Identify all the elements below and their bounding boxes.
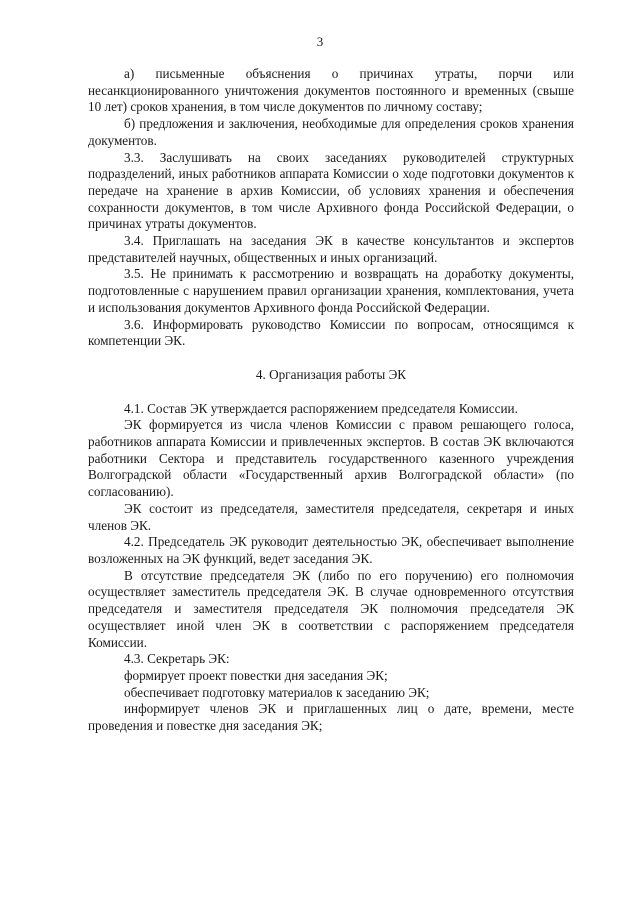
paragraph-3-6: 3.6. Информировать руководство Комиссии по вопросам, относящимся к компетенции ЭК. <box>88 316 574 349</box>
document-body <box>88 66 574 735</box>
section-heading: 4. Организация работы ЭК <box>255 366 407 382</box>
page-number: 3 <box>316 34 324 49</box>
paragraph-agenda: формирует проект повестки дня заседания ЭК; <box>124 667 388 683</box>
paragraph-4-2: 4.2. Председатель ЭК руководит деятельностью ЭК, обеспечивает выполнение возложенных на ЭК функций, ведет заседания ЭК. <box>88 534 574 566</box>
paragraph-ek-composition: ЭК формируется из числа членов Комиссии с правом решающего голоса, работников аппарата Комиссии и привлеченных экспертов. В состав ЭК включаются работники Сектора и представитель государственного казенного учреждения Волгоградской области «Государственный архив Волгоградской области» (по согласованию). <box>88 417 574 500</box>
paragraph-3-5: 3.5. Не принимать к рассмотрению и возвращать на доработку документы, подготовленные с нарушением правил организации хранения, комплектования, учета и использования документов Архивного фонда Российской Федерации. <box>88 266 574 315</box>
paragraph-3-3: 3.3. Заслушивать на своих заседаниях руководителей структурных подразделений, иных работников аппарата Комиссии о ходе подготовки документов к передаче на хранение в архив Комиссии, об условиях хранения и обеспечения сохранности документов, в том числе Архивного фонда Российской Федерации, о причинах утраты документов. <box>88 149 574 232</box>
paragraph-4-1: 4.1. Состав ЭК утверждается распоряжением председателя Комиссии. <box>124 400 518 416</box>
paragraph-deputy: В отсутствие председателя ЭК (либо по его поручению) его полномочия осуществляет заместитель председателя ЭК. В случае одновременного отсутствия председателя и заместителя председателя ЭК полномочия председателя ЭК осуществляет иной член ЭК в соответствии с распоряжением председателя Комиссии. <box>88 567 574 650</box>
paragraph-3-2-b: б) предложения и заключения, необходимые для определения сроков хранения документов. <box>88 116 574 148</box>
paragraph-ek-members: ЭК состоит из председателя, заместителя председателя, секретаря и иных членов ЭК. <box>88 500 574 533</box>
paragraph-inform: информирует членов ЭК и приглашенных лиц о дате, времени, месте проведения и повестке дня заседания ЭК; <box>88 701 574 734</box>
paragraph-3-2-a: а) письменные объяснения о причинах утраты, порчи или несанкционированного уничтожения документов постоянного и временных (свыше 10 лет) сроков хранения, в том числе документов по личному составу; <box>88 66 574 115</box>
paragraph-4-3: 4.3. Секретарь ЭК: <box>124 651 230 667</box>
paragraph-materials: обеспечивает подготовку материалов к заседанию ЭК; <box>124 684 430 700</box>
paragraph-3-4: 3.4. Приглашать на заседания ЭК в качестве консультантов и экспертов представителей научных, общественных и иных организаций. <box>88 233 574 265</box>
